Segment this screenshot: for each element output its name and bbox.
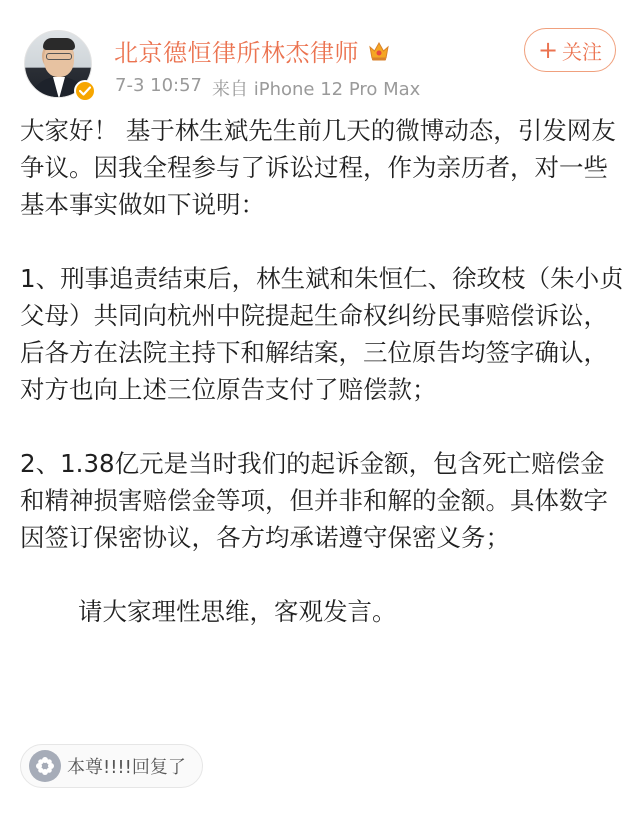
post-paragraph-intro: 大家好！ 基于林生斌先生前几天的微博动态，引发网友争议。因我全程参与了诉讼过程，作为亲历者，对一些基本事实做如下说明：	[20, 116, 616, 219]
author-replied-text: 本尊!!!!回复了	[67, 757, 186, 778]
verified-badge-icon	[74, 80, 96, 102]
author-row	[114, 33, 391, 68]
author-name[interactable]: 北京德恒律所林杰律师	[114, 39, 359, 67]
follow-button[interactable]	[524, 28, 616, 72]
post-meta	[115, 75, 420, 101]
plus-icon: +	[537, 36, 559, 64]
flower-icon	[29, 750, 61, 782]
author-replied-chip[interactable]	[20, 744, 203, 788]
post-source: 来自 iPhone 12 Pro Max	[212, 79, 421, 100]
post-body	[20, 112, 626, 630]
post-paragraph-closing: 请大家理性思维，客观发言。	[78, 597, 397, 626]
crown-icon[interactable]	[367, 39, 391, 63]
post-paragraph-1: 1、刑事追责结束后，林生斌和朱恒仁、徐玫枝（朱小贞父母）共同向杭州中院提起生命权纠纷民事赔偿诉讼，后各方在法院主持下和解结案，三位原告均签字确认，对方也向上述三位原告支付了赔偿款；	[20, 264, 624, 404]
post-time: 7-3 10:57	[115, 75, 202, 96]
follow-label: 关注	[562, 39, 603, 64]
post-header	[0, 0, 640, 120]
post-paragraph-2: 2、1.38亿元是当时我们的起诉金额，包含死亡赔偿金和精神损害赔偿金等项，但并非和解的金额。具体数字因签订保密协议，各方均承诺遵守保密义务；	[20, 449, 608, 552]
avatar-container[interactable]	[24, 30, 96, 102]
